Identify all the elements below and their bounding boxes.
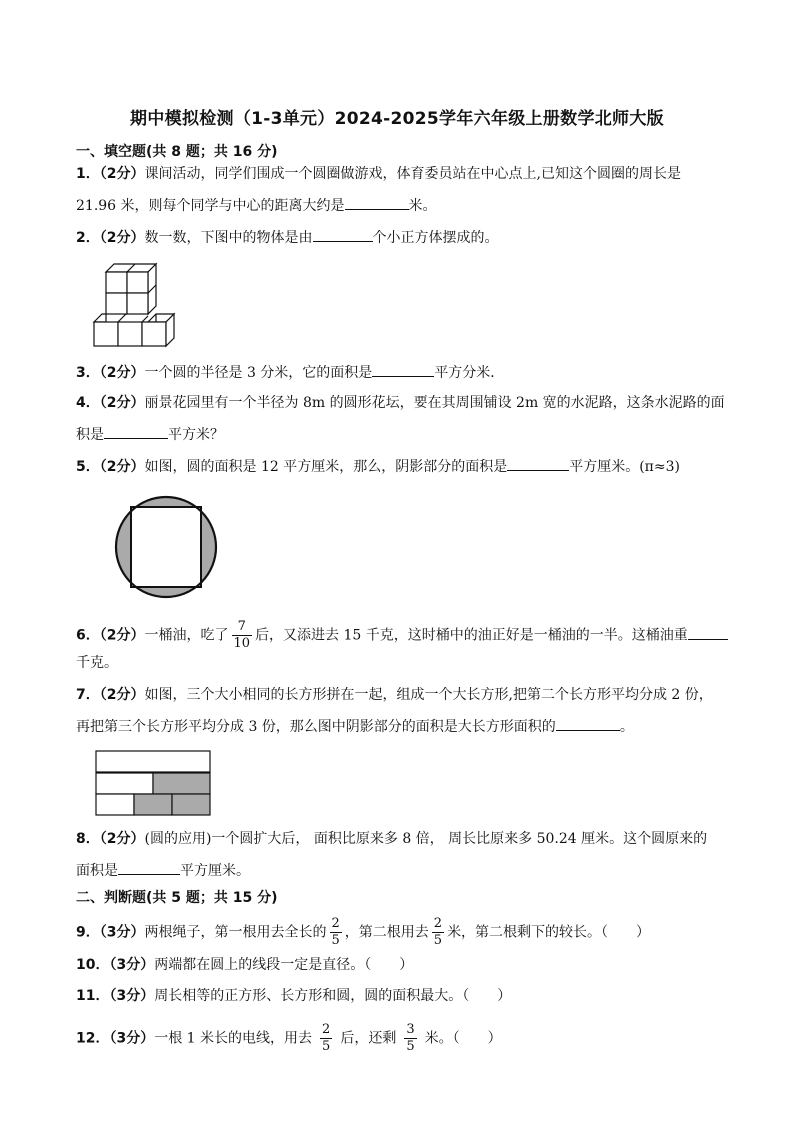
answer-blank[interactable] <box>313 227 373 242</box>
answer-blank[interactable] <box>372 362 434 377</box>
fraction-numerator: 2 <box>322 1022 331 1037</box>
fraction <box>320 1022 332 1055</box>
rectangle-2-left <box>96 773 153 794</box>
question-text: 个小正方体摆成的。 <box>372 230 499 246</box>
question-text: 后，还剩 <box>340 1030 397 1047</box>
question-number: 4． <box>76 395 100 411</box>
question-9-line-1 <box>76 916 650 949</box>
question-number: 2． <box>76 230 100 246</box>
question-number: 3． <box>76 365 100 381</box>
question-text: ，第二根用去 <box>344 924 429 941</box>
fraction-denominator: 5 <box>331 933 340 948</box>
question-text: 如图，三个大小相同的长方形拼在一起，组成一个大长方形,把第二个长方形平均分成 2 份， <box>144 687 713 703</box>
question-text: 平方分米． <box>434 365 505 381</box>
question-score: （2分） <box>99 230 145 246</box>
question-text: 一个圆的半径是 3 分米，它的面积是 <box>144 365 373 381</box>
question-text: 平方厘米。 <box>180 863 250 879</box>
question-5-line-1 <box>76 456 680 477</box>
question-text: 米。（ ） <box>424 1030 502 1047</box>
question-text: 如图，圆的面积是 12 平方厘米，那么，阴影部分的面积是 <box>144 459 508 475</box>
question-2-line-1 <box>76 227 499 248</box>
question-8-line-2 <box>76 860 250 881</box>
inner-square <box>131 507 201 587</box>
question-number: 6． <box>76 627 100 644</box>
fraction <box>330 916 342 949</box>
answer-blank[interactable] <box>556 716 620 731</box>
question-7-line-2 <box>76 716 634 737</box>
cube-stack-figure <box>92 262 182 350</box>
answer-blank[interactable] <box>507 456 569 471</box>
answer-blank[interactable] <box>104 424 168 439</box>
fraction <box>232 619 253 652</box>
question-number: 5． <box>76 459 100 475</box>
question-text: 平方米？ <box>168 427 224 443</box>
fraction-denominator: 10 <box>233 636 251 651</box>
rectangle-1 <box>96 751 210 772</box>
question-score: （2分） <box>99 365 145 381</box>
question-text: 两端都在圆上的线段一定是直径。（ ） <box>154 957 414 973</box>
rectangle-3-part-1 <box>96 794 134 815</box>
question-score: （2分） <box>99 166 145 182</box>
question-6-line-2 <box>76 653 118 673</box>
question-score: （2分） <box>99 459 145 475</box>
question-score: （2分） <box>99 687 145 703</box>
fraction-denominator: 5 <box>322 1039 331 1054</box>
question-4-line-1 <box>76 393 725 413</box>
question-12-line-1 <box>76 1022 502 1055</box>
answer-blank[interactable] <box>118 860 180 875</box>
question-text: 丽景花园里有一个半径为 8m 的圆形花坛，要在其周围铺设 2m 宽的水泥路，这条水泥路的面 <box>144 395 725 411</box>
question-number: 1． <box>76 166 100 182</box>
rectangle-3-part-3-shaded <box>172 794 210 815</box>
question-score: （2分） <box>99 831 145 847</box>
three-rectangles-figure <box>94 749 214 819</box>
question-text: 千克。 <box>76 655 118 671</box>
section-true-false-heading: 二、判断题(共 5 题；共 15 分) <box>76 890 278 906</box>
fraction <box>432 916 444 949</box>
fraction-denominator: 5 <box>406 1039 415 1054</box>
fraction <box>404 1022 416 1055</box>
question-10-line-1 <box>76 955 413 975</box>
section-fill-blank-heading: 一、填空题(共 8 题；共 16 分) <box>76 144 278 160</box>
circle-square-figure <box>112 493 220 601</box>
question-text: 两根绳子，第一根用去全长的 <box>144 924 327 941</box>
question-text: 一桶油，吃了 <box>144 627 229 644</box>
question-score: （2分） <box>99 627 145 644</box>
question-text: 一根 1 米长的电线，用去 <box>154 1030 313 1047</box>
question-4-line-2 <box>76 424 224 445</box>
fraction-numerator: 2 <box>331 916 340 931</box>
question-1-line-1 <box>76 164 681 184</box>
question-number: 11． <box>76 988 110 1004</box>
question-text: 米。 <box>408 198 437 214</box>
rectangle-3-part-2-shaded <box>134 794 172 815</box>
question-3-line-1 <box>76 362 504 383</box>
question-text: 积是 <box>76 427 104 443</box>
question-1-line-2 <box>76 195 437 216</box>
question-text: 再把第三个长方形平均分成 3 份，那么图中阴影部分的面积是大长方形面积的 <box>76 719 556 735</box>
question-7-line-1 <box>76 685 713 705</box>
question-text: 数一数，下图中的物体是由 <box>144 230 313 246</box>
question-text: 平方厘米。(π≈3) <box>569 459 680 475</box>
question-score: （3分） <box>109 1030 155 1047</box>
question-score: （2分） <box>99 395 145 411</box>
question-text: 课间活动，同学们围成一个圆圈做游戏，体育委员站在中心点上,已知这个圆圈的周长是 <box>144 166 681 182</box>
question-text: (圆的应用)一个圆扩大后， 面积比原来多 8 倍， 周长比原来多 50.24 厘米。这个圆原来的 <box>144 831 708 847</box>
question-score: （3分） <box>109 988 155 1004</box>
question-text: 21.96 米，则每个同学与中心的距离大约是 <box>76 198 345 214</box>
fraction-numerator: 7 <box>232 619 253 636</box>
question-8-line-1 <box>76 829 707 849</box>
answer-blank[interactable] <box>345 195 409 210</box>
question-text: 后，又添进去 15 千克，这时桶中的油正好是一桶油的一半。这桶油重 <box>255 627 688 644</box>
question-6-line-1 <box>76 619 728 652</box>
question-number: 8． <box>76 831 100 847</box>
rectangle-2-right-shaded <box>153 773 210 794</box>
question-number: 12． <box>76 1030 110 1047</box>
fraction-numerator: 3 <box>406 1022 415 1037</box>
page-title: 期中模拟检测（1-3单元）2024-2025学年六年级上册数学北师大版 <box>130 109 664 129</box>
question-11-line-1 <box>76 986 511 1006</box>
question-number: 9． <box>76 924 100 941</box>
question-number: 7． <box>76 687 100 703</box>
question-text: 米，第二根剩下的较长。（ ） <box>447 924 651 941</box>
answer-blank[interactable] <box>688 625 728 640</box>
fraction-denominator: 5 <box>433 933 443 948</box>
question-text: 周长相等的正方形、长方形和圆，圆的面积最大。（ ） <box>154 988 512 1004</box>
question-text: 面积是 <box>76 863 118 879</box>
question-score: （3分） <box>109 957 155 973</box>
question-score: （3分） <box>99 924 145 941</box>
question-text: 。 <box>619 719 634 735</box>
fraction-numerator: 2 <box>433 916 443 931</box>
question-number: 10． <box>76 957 110 973</box>
